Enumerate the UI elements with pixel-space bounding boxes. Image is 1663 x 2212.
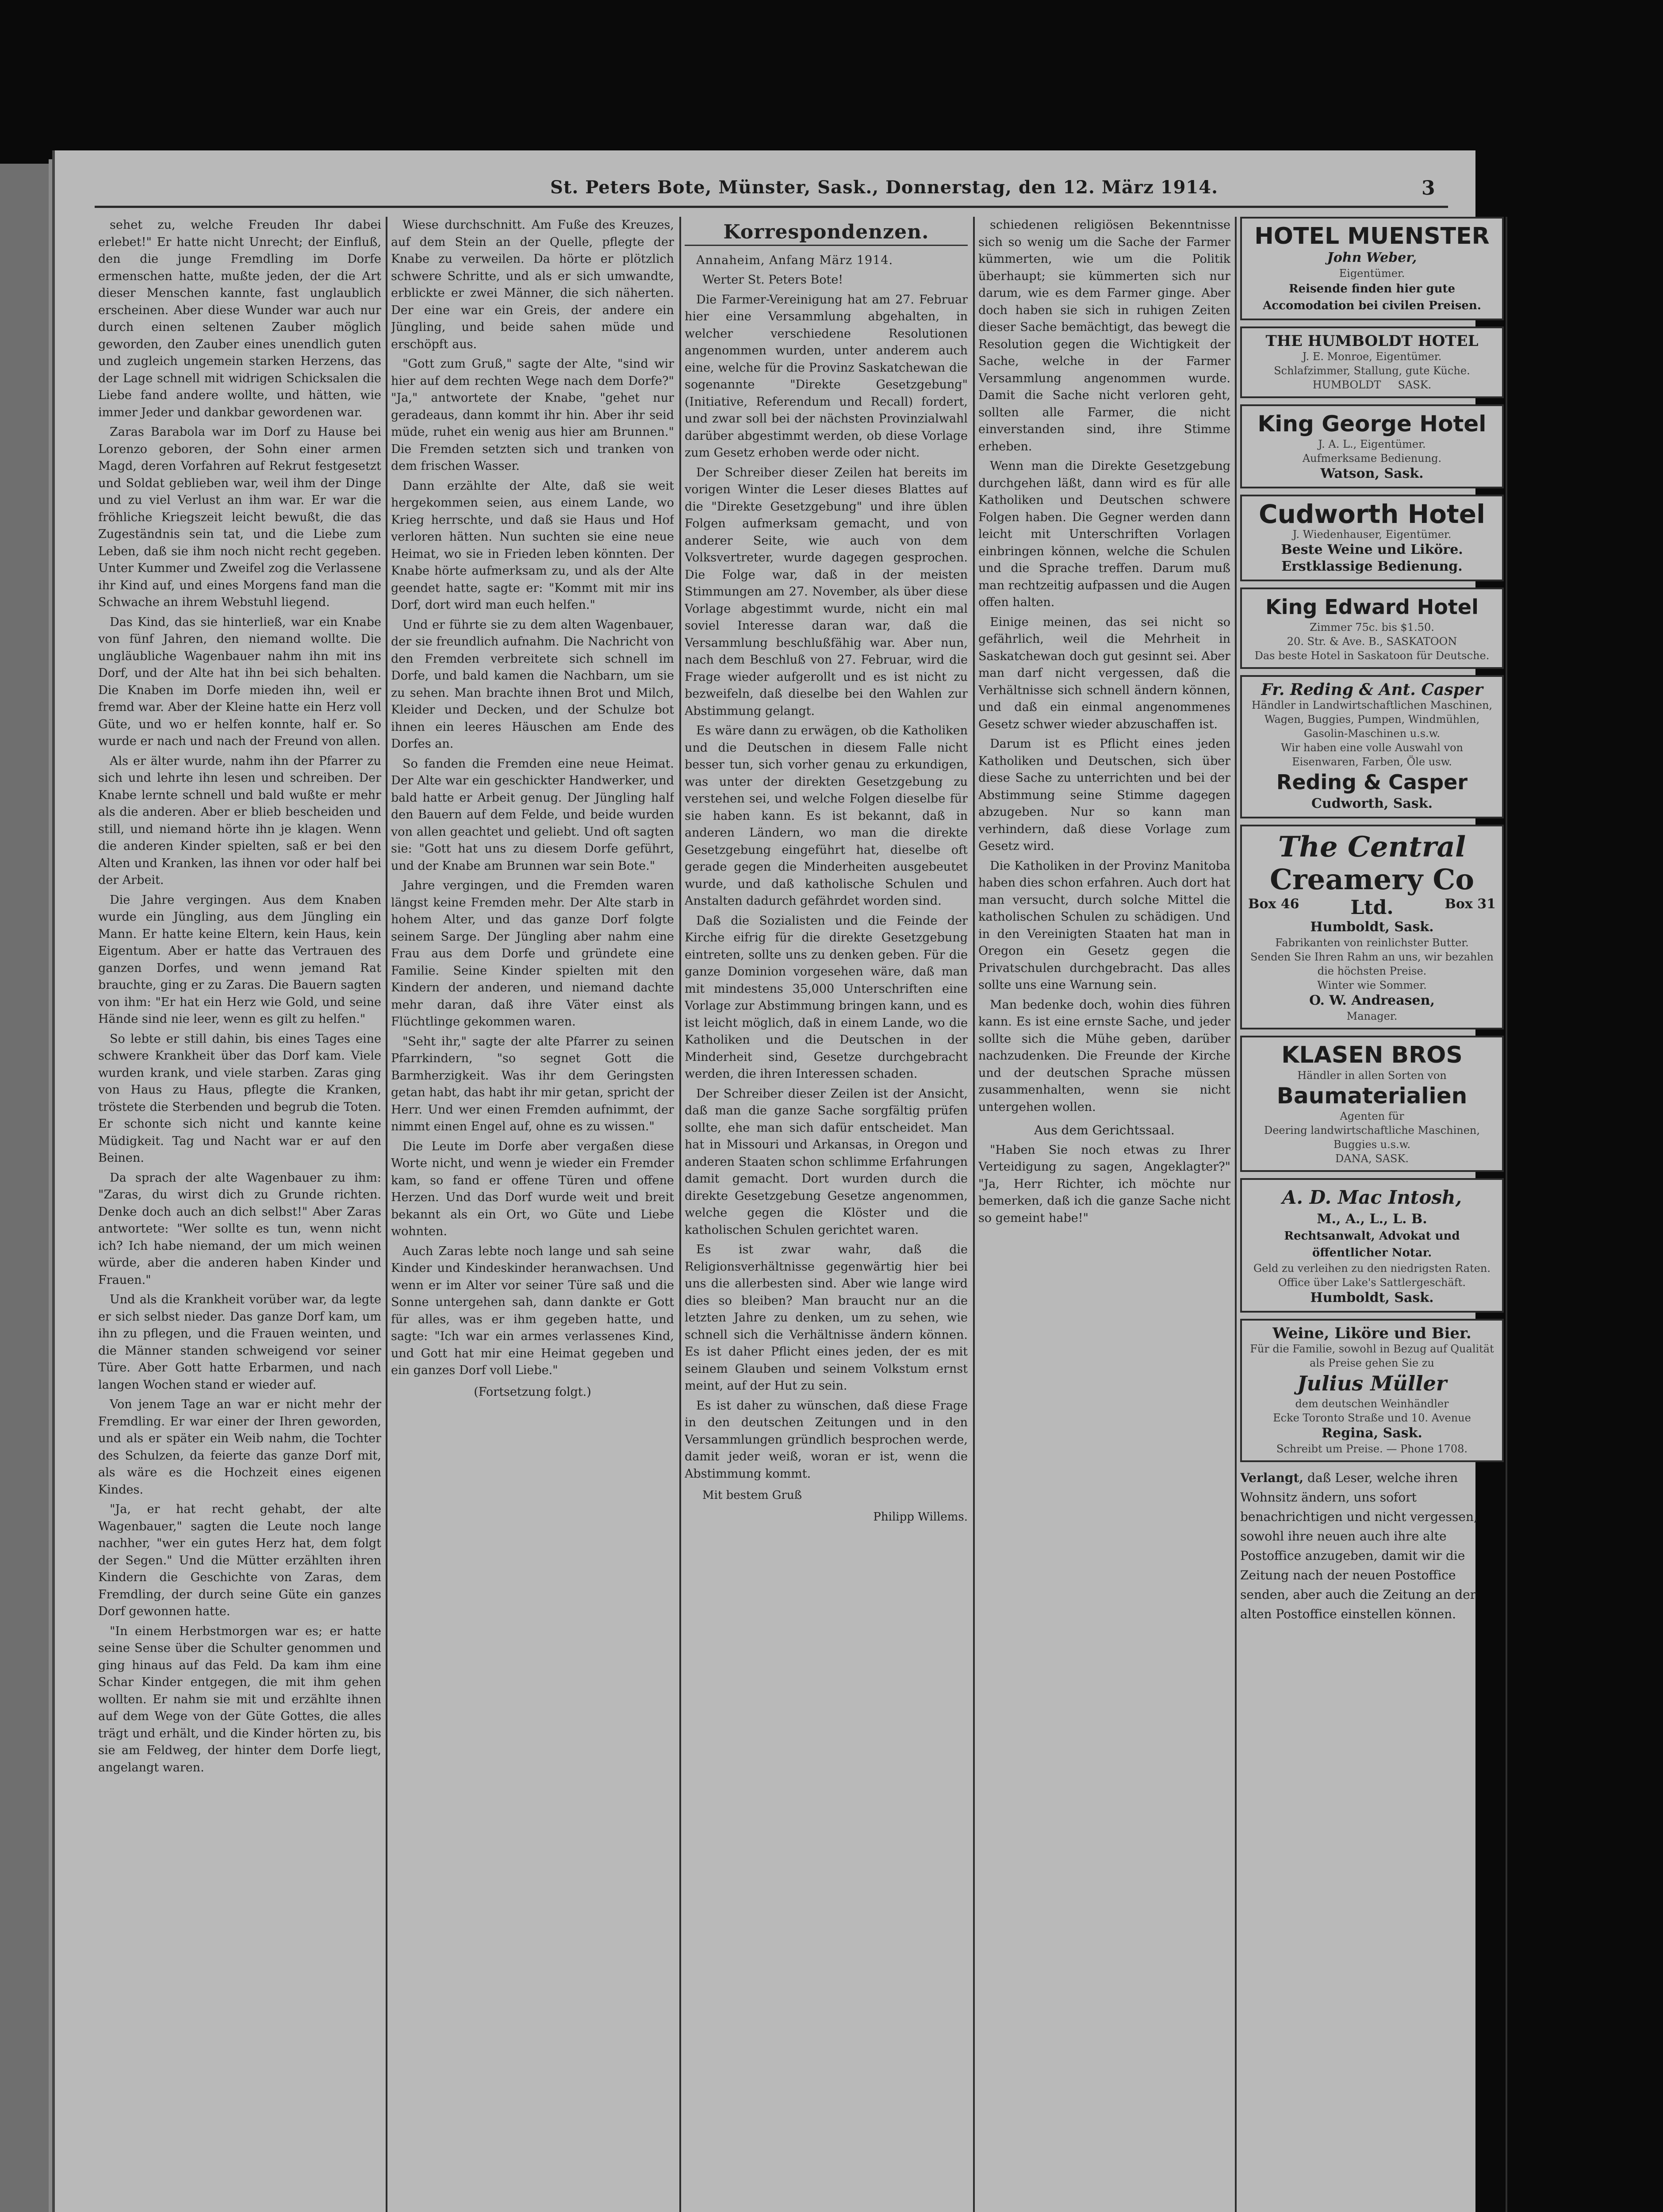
ad-text: J. A. L., Eigentümer. [1318,438,1426,450]
signature-name: Philipp Willems. [873,1510,968,1524]
paragraph: Und er führte sie zu dem alten Wagenbauer, der sie freundlich aufnahm. Die Nachricht von den Fremden verbreitete sich schnell im Dorfe, und bald kamen die Nachbarn, um sie zu sehen. Man brachte ihnen Brot und Milch, Kleider und Decken, und der Schulze bot ihnen ein leeres Häuschen am Ende des Dorfes an. [391,618,674,751]
ad-text: Für die Familie, sowohl in Bezug auf Qualität als Preise gehen Sie zu [1250,1343,1494,1369]
ad-title: The Central [1278,830,1466,864]
paragraph: Das Kind, das sie hinterließ, war ein Knabe von fünf Jahren, den niemand wollte. Die ungläubliche Wagenbauer nahm ihn mit ins Dorf, und der Alte hat ihn bei sich behalten. Die Knaben im Dorfe mieden ihn, weil er fremd war. Aber der Kleine hatte ein Herz voll Güte, und wo er helfen konnte, half er. So wurde er nach und nach der Freund von allen. [98,615,381,748]
ad-text: J. E. Monroe, Eigentümer. [1302,350,1442,363]
paragraph: Es ist zwar wahr, daß die Religionsverhältnisse gegenwärtig hier bei uns die allerbesten sind. Aber wie lange wird dies so bleiben? Man braucht nur an die letzten Jahre zu denken, um zu sehen, wie schnell sich die Verhältnisse ändern können. Es ist daher Pflicht eines jeden, der es mit seinem Glauben und seinem Volkstum ernst meint, auf der Hut zu sein. [685,1243,968,1393]
ad-owner-title: Eigentümer. [1339,267,1405,280]
paragraph: Daß die Sozialisten und die Feinde der Kirche eifrig für die direkte Gesetzgebung eintreten, sollte uns zu denken geben. Für die ganze Dominion vorgesehen wäre, daß man mit mindestens 35,000 Unterschriften eine Vorlage zur Abstimmung bringen kann, und es ist leicht möglich, daß in einem Lande, wo die Katholiken und die Deutschen in der Minderheit sind, Gesetze durchgebracht werden, die ihren Interessen schaden. [685,914,968,1081]
paragraph: Einige meinen, das sei nicht so gefährlich, weil die Mehrheit in Saskatchewan doch gut gesinnt sei. Aber man darf nicht vergessen, daß die Verhältnisse sich schnell ändern können, und daß ein einmal angenommenes Gesetz schwer wieder abzuschaffen ist. [978,615,1230,731]
ad-text: Schlafzimmer, Stallung, gute Küche. [1274,365,1470,377]
paragraph: Zaras Barabola war im Dorf zu Hause bei Lorenzo geboren, der Sohn einer armen Magd, deren Vorfahren auf Rekrut festgesetzt und Soldat geblieben war, weil ihm der Dinge und zu viel Verlust an ihm war. Er war die fröhliche Kriegszeit leicht bewußt, die das Zugeständnis sein tat, und die Liebe zum Leben, daß sie ihm noch nicht recht gegeben. Unter Kummer und Zweifel zog die Verlassene ihr Kind auf, und eines Morgens fand man die Schwache an ihrem Webstuhl liegend. [98,425,381,609]
salutation: Werter St. Peters Bote! [702,273,843,287]
paragraph: Und als die Krankheit vorüber war, da legte er sich selbst nieder. Das ganze Dorf kam, um ihn zu pflegen, und die Frauen weinten, und die Männer standen schweigend vor seiner Türe. Aber Gott hatte Erbarmen, und nach langen Wochen stand er wieder auf. [98,1293,381,1392]
ad-text: Schreibt um Preise. — Phone 1708. [1276,1443,1468,1455]
paragraph: Es ist daher zu wünschen, daß diese Frage in den deutschen Zeitungen und in den Versammlungen gründlich besprochen werde, damit jeder weiß, woran er ist, wenn die Abstimmung kommt. [685,1398,968,1481]
correspondence-heading: Korrespondenzen. [685,224,968,246]
column-1-story [98,217,381,2212]
paragraph: Wenn man die Direkte Gesetzgebung durchgehen läßt, dann wird es für alle Katholiken und Deutschen schwere Folgen haben. Die Gegner werden dann leicht mit Unterschriften Vorlagen einbringen können, welche die Schulen und die Sprache treffen. Darum muß man rechtzeitig aufpassen und die Augen offen halten. [978,459,1230,609]
signature-greeting: Mit bestem Gruß [702,1489,802,1502]
ad-text: Agenten für [1340,1110,1404,1122]
column-2-story [391,217,674,2212]
paragraph: "In einem Herbstmorgen war es; er hatte seine Sense über die Schulter genommen und ging hinaus auf das Feld. Da kam ihm eine Schar Kinder entgegen, die mit ihm gehen wollten. Er nahm sie mit und erzählte ihnen auf dem Wege von der Güte Gottes, die alles trägt und erhält, und die Kinder hörten zu, bis sie am Feldweg, der hinter dem Dorfe liegt, angelangt waren. [98,1624,381,1774]
ad-city: DANA, SASK. [1335,1152,1409,1165]
ad-text: Händler in Landwirtschaftlichen Maschinen, Wagen, Buggies, Pumpen, Windmühlen, Gasolin-Maschinen u.s.w. [1251,699,1493,740]
court-paragraph: "Haben Sie noch etwas zu Ihrer Verteidigung zu sagen, Angeklagter?" "Ja, Herr Richter, ich möchte nur bemerken, daß ich die ganze Sache nicht so gemeint habe!" [978,1143,1230,1225]
paragraph: Als er älter wurde, nahm ihn der Pfarrer zu sich und lehrte ihn lesen und schreiben. Der Knabe lernte schnell und bald wußte er mehr als die anderen. Aber er blieb bescheiden und still, und niemand hörte ihn je klagen. Wenn die anderen Kinder spielten, saß er bei den Alten und Kranken, las ihnen vor oder half bei der Arbeit. [98,754,381,887]
notice-title: Verlangt, [1240,1471,1304,1485]
ad-city: Watson, Sask. [1320,466,1424,481]
court-heading: Aus dem Gerichtssaal. [1034,1123,1175,1137]
ad-text: Händler in allen Sorten von [1297,1069,1447,1082]
paragraph: Der Schreiber dieser Zeilen ist der Ansicht, daß man die ganze Sache sorgfältig prüfen sollte, ehe man sich dafür entscheidet. Man hat in Missouri und Arkansas, in Oregon und anderen Staaten schon schlimme Erfahrungen damit gemacht. Dort wurden durch die direkte Gesetzgebung Gesetze angenommen, welche gegen die Klöster und die katholischen Schulen gerichtet waren. [685,1087,968,1237]
ad-box-right: Box 31 [1445,896,1496,912]
paragraph: Es wäre dann zu erwägen, ob die Katholiken und die Deutschen in diesem Falle nicht besser tun, sich vorher genau zu erkundigen, was unter der direkten Gesetzgebung zu verstehen sei, und welche Folgen dieselbe für sie haben kann. Es ist bekannt, daß in anderen Ländern, wo man die direkte Gesetzgebung eingeführt hat, dieselbe oft gerade gegen die Minderheiten ausgebeutet wurde, und daß katholische Schulen und Anstalten dadurch gefährdet worden sind. [685,724,968,908]
paragraph: Die Jahre vergingen. Aus dem Knaben wurde ein Jüngling, aus dem Jüngling ein Mann. Er hatte keine Eltern, kein Haus, kein Eigentum. Aber er hatte das Vertrauen des ganzen Dorfes, und wenn jemand Rat brauchte, ging er zu Zaras. Die Bauern sagten von ihm: "Er hat ein Herz wie Gold, und seine Hände sind nie leer, wenn es gilt zu helfen." [98,893,381,1026]
ad-text: 20. Str. & Ave. B., SASKATOON [1287,635,1457,648]
paragraph: Auch Zaras lebte noch lange und sah seine Kinder und Kindeskinder heranwachsen. Und wenn er im Alter vor seiner Türe saß und die Sonne untergehen sah, dann dankte er Gott für alles, was er ihm gegeben hatte, und sagte: "Ich war ein armes verlassenes Kind, und Gott hat mir eine Heimat gegeben und ein ganzes Dorf voll Liebe." [391,1244,674,1377]
ad-owner: J. Wiedenhauser, Eigentümer. [1292,528,1452,541]
ad-box-left: Box 46 [1248,896,1299,912]
ad-text: Erstklassige Bedienung. [1281,559,1463,574]
paragraph: Dann erzählte der Alte, daß sie weit hergekommen seien, aus einem Lande, wo Krieg herrschte, und daß sie Haus und Hof verloren hätten. Nun suchten sie eine neue Heimat, wo sie in Frieden leben könnten. Der Knabe hörte aufmerksam zu, und als der Alte geendet hatte, sagte er: "Kommt mit mir ins Dorf, dort wird man euch helfen." [391,479,674,612]
column-4-text [978,217,1230,2212]
paragraph: Man bedenke doch, wohin dies führen kann. Es ist eine ernste Sache, und jeder sollte sich die Mühe geben, darüber nachzudenken. Die Freunde der Kirche und der deutschen Sprache müssen zusammenhalten, wenn sie nicht untergehen wollen. [978,998,1230,1114]
paragraph: sehet zu, welche Freuden Ihr dabei erlebet!" Er hatte nicht Unrecht; der Einfluß, den die junge Fremdling im Dorfe ermenschen hatte, mußte jeden, der die Art dieser Menschen kannte, fast unglaublich erscheinen. Aber diese Wunder war auch nur durch einen seltenen Zauber möglich geworden, den Zauber eines unendlich guten und zugleich ungemein starken Herzens, das der Lage schnell mit widrigen Schicksalen die Liebe fand andere wollte, und hätten, wie immer Jeder und dankbar gewordenen war. [98,218,381,419]
ad-title: Weine, Liköre und Bier. [1272,1325,1471,1342]
paragraph: "Gott zum Gruß," sagte der Alte, "sind wir hier auf dem rechten Wege nach dem Dorfe?" "Ja," antwortete der Knabe, "gehet nur geradeaus, dann kommt ihr hin. Aber ihr seid müde, ruhet ein wenig aus hier am Brunnen." Die Fremden setzten sich und tranken von dem frischen Wasser. [391,357,674,473]
column-rule [386,217,387,2212]
paragraph: Von jenem Tage an war er nicht mehr der Fremdling. Er war einer der Ihren geworden, und als er später ein Weib nahm, die Tochter des Schulzen, da feierte das ganze Dorf mit, als wäre es die Hochzeit eines eigenen Kindes. [98,1398,381,1497]
ad-degree: M., A., L., L. B. [1317,1211,1427,1227]
ad-text: Wir haben eine volle Auswahl von Eisenwaren, Farben, Öle usw. [1281,741,1463,768]
notice-text: daß Leser, welche ihren Wohnsitz ändern, uns sofort benachrichtigen und nicht vergessen, sowohl ihre neuen auch ihre alte Postoffice anzugeben, damit wir die Zeitung nach der neuen Postoffice senden, aber auch die Zeitung an der alten Postoffice einstellen können. [1240,1471,1478,1621]
paragraph: "Seht ihr," sagte der alte Pfarrer zu seinen Pfarrkindern, "so segnet Gott die Barmherzigkeit. Was ihr dem Geringsten getan habt, das habt ihr mir getan, spricht der Herr. Und wer einen Fremden aufnimmt, der nimmt einen Engel auf, ohne es zu wissen." [391,1034,674,1133]
ad-text: dem deutschen Weinhändler [1295,1398,1449,1410]
paragraph: Wiese durchschnitt. Am Fuße des Kreuzes, auf dem Stein an der Quelle, pflegte der Knabe zu verweilen. Da hörte er plötzlich schwere Schritte, und als er sich umwandte, erblickte er zwei Männer, die sich näherten. Der eine war ein Greis, der andere ein Jüngling, und beide sahen müde und erschöpft aus. [391,218,674,351]
page-number: 3 [1422,177,1435,200]
ad-text: Winter wie Sommer. [1317,979,1427,991]
ad-owner: John Weber, [1327,250,1417,265]
ad-big-text: Baumaterialien [1276,1083,1468,1109]
ad-city: Humboldt, Sask. [1310,1290,1434,1306]
ad-city: Humboldt, Sask. [1310,919,1434,935]
col6-ads [1212,208,1451,2212]
ad-title: Cudworth Hotel [1259,499,1485,529]
previous-page-edge [0,164,52,2212]
column-4-body [978,217,1230,1116]
ad-manager-name: O. W. Andreasen, [1309,993,1435,1008]
column-3-correspondence [685,217,968,2212]
ad-title: King Edward Hotel [1265,595,1479,619]
ad-text: Rechtsanwalt, Advokat und öffentlicher Notar. [1284,1229,1460,1260]
ad-text: Geld zu verleihen zu den niedrigsten Raten. [1253,1262,1491,1275]
paragraph: Die Farmer-Vereinigung hat am 27. Februar hier eine Versammlung abgehalten, in welcher verschiedene Resolutionen angenommen wurden, unter anderem auch eine, welche für die Provinz Saskatchewan die sogenannte "Direkte Gesetzgebung" (Initiative, Referendum und Recall) fordert, und zwar soll bei der nächsten Provinzialwahl darüber abgestimmt werden, ob diese Vorlage zum Gesetz erhoben werde oder nicht. [685,292,968,460]
paragraph: Da sprach der alte Wagenbauer zu ihm: "Zaras, du wirst dich zu Grunde richten. Denke doch auch an dich selbst!" Aber Zaras antwortete: "Wer sollte es tun, wenn nicht ich? Ich habe niemand, der um mich weinen würde, aber die anderen haben Kinder und Frauen." [98,1171,381,1287]
ad-name: Reding & Casper [1276,770,1468,794]
ad-title: King George Hotel [1257,411,1487,437]
continuation-note: (Fortsetzung folgt.) [474,1385,591,1399]
ad-title: HOTEL MUENSTER [1254,223,1490,250]
ad-city: Regina, Sask. [1322,1425,1422,1441]
column-rule [973,217,975,2212]
ad-title-2: Creamery Co [1269,863,1475,896]
column-rule [679,217,681,2212]
paragraph: Jahre vergingen, und die Fremden waren längst keine Fremden mehr. Der Alte starb in hohem Alter, und das ganze Dorf folgte seinem Sarge. Der Jüngling aber nahm eine Frau aus dem Dorfe und gründete eine Familie. Seine Kinder spielten mit den Kindern der anderen, und niemand dachte mehr daran, daß ihre Väter einst als Flüchtlinge gekommen waren. [391,879,674,1029]
ad-name: Julius Müller [1297,1371,1447,1395]
ad-title: KLASEN BROS [1281,1042,1463,1068]
correspondence-body [685,292,968,1483]
ad-text: Senden Sie Ihren Rahm an uns, wir bezahlen die höchsten Preise. [1250,951,1494,977]
paragraph: Die Katholiken in der Provinz Manitoba haben dies schon erfahren. Auch dort hat man versucht, durch solche Mittel die katholischen Schulen zu schädigen. Und in den Vereinigten Staaten hat man in Oregon ein Gesetz gegen die Privatschulen durchgebracht. Das alles sollte uns eine Warnung sein. [978,859,1230,992]
ad-text: Office über Lake's Sattlergeschäft. [1278,1276,1466,1289]
ad-text: Aufmerksame Bedienung. [1302,452,1442,465]
paragraph: Die Leute im Dorfe aber vergaßen diese Worte nicht, und wenn je wieder ein Fremder kam, so fand er offene Türen und offene Herzen. Und das Dorf wurde weit und breit bekannt als ein Ort, wo Güte und Liebe wohnten. [391,1139,674,1238]
paragraph: "Ja, er hat recht gehabt, der alte Wagenbauer," sagten die Leute noch lange nachher, "wer ein gutes Herz hat, dem folgt der Segen." Und die Mütter erzählten ihren Kindern die Geschichte von Zaras, dem Fremdling, der durch seine Güte ein ganzes Dorf gewonnen hatte. [98,1502,381,1618]
ad-city-name: HUMBOLDT [1312,379,1381,391]
paragraph: Der Schreiber dieser Zeilen hat bereits im vorigen Winter die Leser dieses Blattes auf die "Direkte Gesetzgebung" und ihre üblen Folgen aufmerksam gemacht, und von anderer Seite, wie auch von dem Volksvertreter, wurde dagegen gesprochen. Die Folge war, daß in der meisten Stimmungen am 27. November, als über diese Vorlage abgestimmt wurde, nicht ein mal soviel Interesse daran war, daß die Versammlung beschlußfähig war. Aber nun, nach dem Beschluß von 27. Februar, wird die Frage wieder aufgerollt und es ist nicht zu bezweifeln, daß dieselbe bei den Wahlen zur Abstimmung gelangt. [685,465,968,718]
paragraph: schiedenen religiösen Bekenntnisse sich so wenig um die Sache der Farmer kümmerten, wie um die Politik überhaupt; sie kümmerten sich nur darum, wie es dem Farmer ginge. Aber doch haben sie sich in ruhigen Zeiten dieser Sache bemächtigt, das bewegt die Resolution gegen die Wichtigkeit der Sache, welche in der Farmer Versammlung angenommen wurde. Damit die Sache nicht verloren geht, sollten alle Farmer, die nicht einverstanden sind, ihre Stimme erheben. [978,218,1230,453]
column-rule [1506,217,1507,2212]
ad-text: Zimmer 75c. bis $1.50. [1310,621,1434,634]
ad-title: Fr. Reding & Ant. Casper [1261,680,1483,699]
running-head: St. Peters Bote, Münster, Sask., Donnerstag, den 12. März 1914. [550,177,1218,198]
ad-text: Das beste Hotel in Saskatoon für Deutsche. [1254,649,1490,662]
ad-title: THE HUMBOLDT HOTEL [1265,332,1479,350]
paragraph: So lebte er still dahin, bis eines Tages eine schwere Krankheit über das Dorf kam. Viele wurden krank, und viele starben. Zaras ging von Haus zu Haus, pflegte die Kranken, tröstete die Sterbenden und begrub die Toten. Er schonte sich nicht und kannte keine Müdigkeit. Tag und Nacht war er auf den Beinen. [98,1032,381,1165]
ad-text: Fabrikanten von reinlichster Butter. [1275,937,1469,949]
ad-manager-title: Manager. [1346,1010,1398,1022]
paragraph: Darum ist es Pflicht eines jeden Katholiken und Deutschen, sich über diese Sache zu unterrichten und bei der Abstimmung seine Stimme dagegen abzugeben. Nur so kann man verhindern, daß diese Vorlage zum Gesetz wird. [978,737,1230,853]
ad-title: A. D. Mac Intosh, [1282,1187,1462,1208]
ad-city: Cudworth, Sask. [1311,796,1433,811]
ad-text: Ecke Toronto Straße und 10. Avenue [1273,1412,1471,1424]
ad-text: Beste Weine und Liköre. [1281,542,1463,557]
dateline: Annaheim, Anfang März 1914. [696,253,893,267]
paragraph: So fanden die Fremden eine neue Heimat. Der Alte war ein geschickter Handwerker, und bald hatte er Arbeit genug. Der Jüngling half den Bauern auf dem Felde, und beide wurden von allen geachtet und geliebt. Und oft sagten sie: "Gott hat uns zu diesem Dorfe geführt, und der Knabe am Brunnen war sein Bote." [391,757,674,873]
ad-ltd: Ltd. [1350,896,1394,919]
ad-text: Deering landwirtschaftliche Maschinen, Buggies u.s.w. [1264,1124,1480,1151]
ad-province: SASK. [1398,379,1432,391]
ad-text: Reisende finden hier gute Accomodation bei civilen Preisen. [1263,282,1481,312]
